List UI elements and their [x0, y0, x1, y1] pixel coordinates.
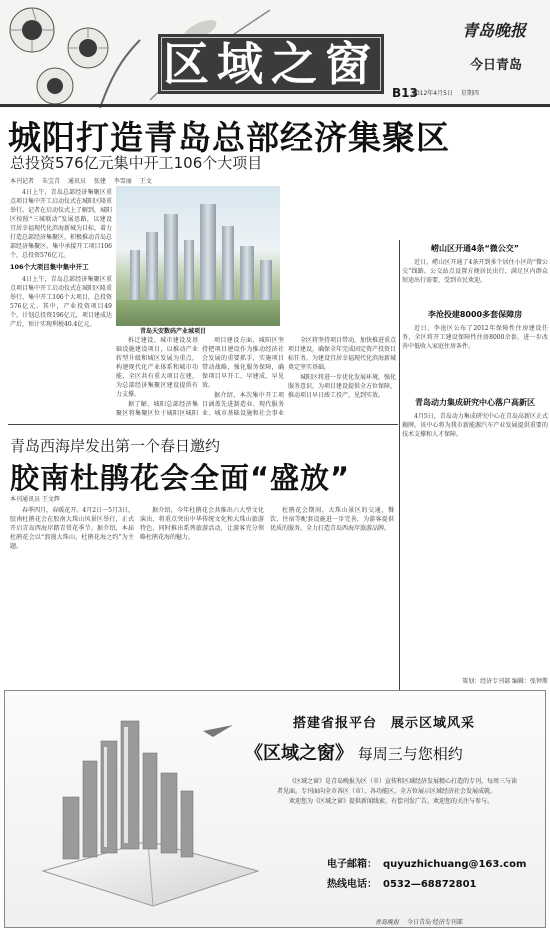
edition-name: 今日青岛: [470, 58, 523, 73]
promo-ad: [4, 690, 546, 928]
footer-brand: 青岛晚报: [375, 919, 400, 926]
second-column-1: [10, 506, 134, 678]
project-photo: [116, 186, 280, 326]
column-divider: [399, 240, 400, 700]
paragraph: 城阳区将进一步优化发展环境，强化服务意识，为项目建设提供全方位保障，推动项目早日竣工投产，见到实效。: [288, 374, 396, 399]
paragraph: 拆迁建设、城市建设及基础设施建设项目，以推动产业转型升级和城区发展为重点，构建现代化产业体系和城市功能，全区共有重大项目在建，为总部经济集聚区建设提供有力支撑。: [116, 337, 198, 398]
lead-column-4: [288, 336, 396, 418]
story-divider: [8, 424, 398, 425]
section-title-text: 区域之窗: [163, 37, 379, 91]
editor-credit: 策划：经济专刊部 编辑：张钟斯: [462, 678, 548, 685]
paragraph: 据介绍，本次集中开工项目涵盖先进制造业、现代服务业、城市基础设施和社会事业: [202, 392, 284, 417]
paragraph: 欢迎您为《区域之窗》提供新闻线索，有偿刊发广告，欢迎您的关注与参与。: [289, 798, 494, 805]
city-book-illustration: [23, 701, 273, 921]
second-byline: 本刊通讯员 王文辉: [10, 496, 60, 503]
byline-part: 李雪丽: [113, 178, 132, 185]
paragraph: 杜鹃花会期间，大珠山景区的交通、餐饮、住宿等配套设施进一步完善，为游客提供优质的服务，全力打造青岛西海岸旅游品牌。: [270, 507, 394, 532]
ad-phone: [327, 875, 477, 890]
dateline: [412, 88, 485, 97]
sidebar-news-title-3: 青岛动力集成研究中心落户高新区: [415, 398, 535, 407]
sidebar-news: [402, 240, 548, 700]
paragraph: 春季四月，春暖花开。4月2日一5月3日，胶南杜鹃花会在胶南大珠山风景区举行，正式开启青岛西海岸踏青赏花季节。据介绍，本届杜鹃花会以“浪漫大珠山，杜鹃花海之约”为主题。: [10, 507, 134, 550]
photo-caption: 青岛天安数码产业城项目: [140, 328, 207, 335]
byline-part: 王文: [139, 178, 152, 185]
lead-headline: 城阳打造青岛总部经济集聚区: [8, 118, 450, 157]
subheading: 106个大项目集中集中开工: [10, 263, 89, 271]
lead-column-1: [10, 188, 112, 416]
sidebar-news-body-1: [402, 258, 548, 306]
sidebar-news-title-1: 崂山区开通4条“微公交”: [430, 244, 520, 253]
second-kicker: 青岛西海岸发出第一个春日邀约: [10, 437, 221, 455]
newspaper-brand: 青岛晚报: [462, 21, 527, 40]
phone-label: 热线电话：: [327, 879, 377, 890]
paragraph: 4日上午，青岛总部经济集聚区重点项目集中开工启动仪式在城阳区隆重举行，集中开工106个大项目，总投资576亿元。其中，产业投资项目49个，计划总投资196亿元，项目建成达产后，预计实现利税40.4亿元。: [10, 276, 112, 328]
paragraph: 据介绍，今年杜鹃花会共推出六大型文化演出，将重点突出中华传统文化和大珠山旅游特色，同时推出系列旅游活动，让游客充分领略杜鹃花海的魅力。: [140, 507, 264, 541]
section-title-frame: [161, 37, 381, 91]
masthead: [0, 0, 550, 108]
second-column-3: [270, 506, 394, 678]
email-address[interactable]: quyuzhichuang@163.com: [383, 859, 527, 870]
lead-byline: [10, 176, 158, 185]
sunflower-illustration: [0, 0, 150, 108]
ad-footer: [375, 917, 463, 926]
ad-column-name: 《区域之窗》: [245, 743, 353, 764]
masthead-rule: [0, 104, 550, 107]
section-title: [158, 34, 384, 94]
paragraph: 项目建设方面，城阳区坚持把项目建设作为推动经济社会发展的重要抓手，实施项目带动战略，强化服务保障，确保项目早开工、早建成、早见效。: [202, 337, 284, 389]
ad-schedule: [245, 739, 463, 765]
issue-date: 2012年4月5日: [412, 90, 453, 97]
paragraph: 4日上午，青岛总部经济集聚区重点项目集中开工启动仪式在城阳区隆重举行。记者在启动仪式上了解到，城阳区按照“三城联动”发展思路，以建设宜居幸福现代化滨海新城为目标，着力打造总部经济集聚区，积极推动青岛总部经济集聚区、集中承接开工项目106个，总投资576亿元。: [10, 189, 112, 259]
lead-column-2: [116, 336, 198, 418]
byline-part: 本刊记者: [10, 178, 35, 185]
ad-schedule-text: 每周三与您相约: [357, 745, 463, 763]
byline-part: 张建: [93, 178, 106, 185]
paragraph: 据了解，城阳总部经济集聚区将集聚区位于城阳区城阳: [116, 401, 198, 417]
paragraph: 近日，李沧区公布了2012年保障性住房建设任务，全区将开工建设保障性住房8000余套，进一步改善中低收入家庭住房条件。: [402, 325, 548, 350]
second-headline: 胶南杜鹃花会全面“盛放”: [10, 461, 351, 495]
paragraph: 全区将坚持项目带动，加快推进重点项目建设，确保全年完成固定资产投资目标任务，为建设宜居幸福现代化滨海新城奠定坚实基础。: [288, 337, 396, 371]
email-label: 电子邮箱：: [327, 859, 377, 870]
sidebar-news-body-2: [402, 324, 548, 394]
ad-tagline: 搭建省报平台 展示区域风采: [293, 716, 476, 731]
lead-subhead: 总投资576亿元集中开工106个大项目: [10, 154, 263, 172]
paragraph: 《区域之窗》是青岛晚报为区（市）宣传和区域经济发展精心打造的专刊，每周三与读者见面。专刊面向全市各区（市）、各功能区，全方位展示区域经济社会发展成就。: [277, 778, 518, 795]
byline-part: 朱宝青: [41, 178, 60, 185]
sidebar-news-body-3: [402, 412, 548, 552]
ad-body: [277, 777, 517, 807]
sidebar-news-title-2: 李沧投建8000多套保障房: [427, 310, 523, 319]
footer-text: 今日青岛·经济专刊部: [406, 919, 463, 926]
second-column-2: [140, 506, 264, 678]
page-number: B13: [392, 86, 418, 100]
lead-column-3: [202, 336, 284, 418]
paragraph: 4月5日，青岛动力集成研究中心在青岛高新区正式揭牌，该中心将为我市新能源汽车产业发展提供重要的技术支撑和人才保障。: [402, 413, 548, 438]
byline-part: 通讯员: [67, 178, 86, 185]
issue-weekday: 星期四: [460, 90, 479, 97]
ad-email: [327, 855, 526, 870]
phone-number: 0532—68872801: [383, 879, 477, 890]
paragraph: 近日，崂山区开通了4条开到多个居住小区的“微公交”线路。公交站点设置方便居民出行，满足区内群众短途出行需要，受到市民欢迎。: [402, 259, 548, 284]
